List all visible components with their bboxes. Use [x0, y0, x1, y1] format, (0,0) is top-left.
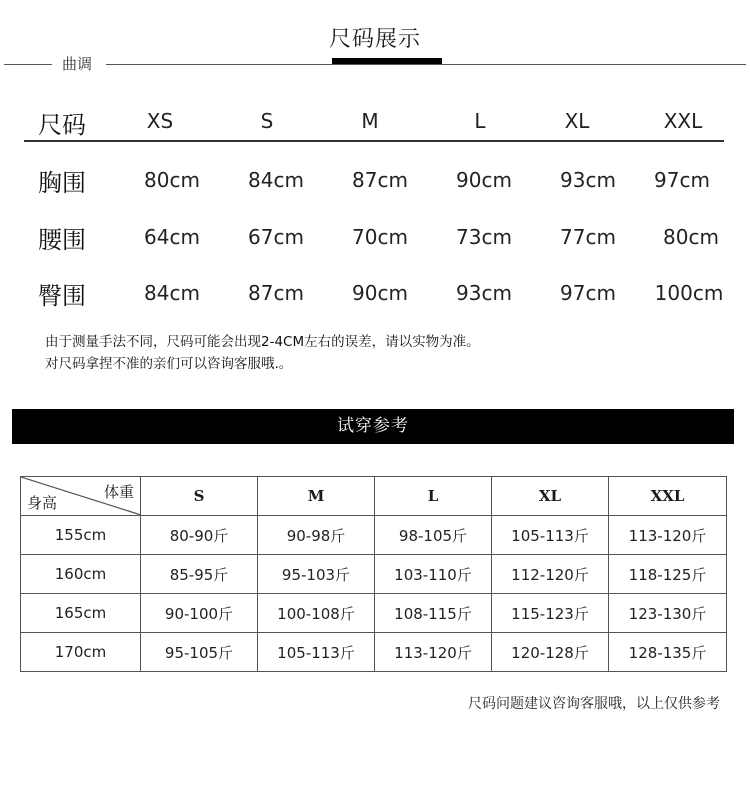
fit-corner-cell — [21, 477, 141, 516]
fit-header-row — [21, 477, 727, 516]
fit-weight-cell: 98-105斤 — [375, 516, 492, 555]
fit-height-cell: 155cm — [21, 516, 141, 555]
size-cell: 87cm — [352, 168, 408, 192]
size-cell: 77cm — [560, 225, 616, 249]
measurement-note: 由于测量手法不同，尺码可能会出现2-4CM左右的误差，请以实物为准。 — [45, 334, 480, 350]
size-col-m: M — [361, 109, 379, 133]
fit-col-xl: XL — [492, 477, 609, 516]
size-row-hip — [0, 276, 750, 334]
fit-weight-cell: 90-98斤 — [258, 516, 375, 555]
size-divider — [24, 140, 724, 142]
service-note: 对尺码拿捏不准的亲们可以咨询客服哦.。 — [45, 356, 293, 372]
fit-height-cell: 165cm — [21, 594, 141, 633]
size-cell: 64cm — [144, 225, 200, 249]
fit-weight-cell: 105-113斤 — [492, 516, 609, 555]
size-cell: 67cm — [248, 225, 304, 249]
fit-weight-cell: 128-135斤 — [609, 633, 727, 672]
fit-weight-cell: 95-103斤 — [258, 555, 375, 594]
size-col-s: S — [260, 109, 274, 133]
fit-col-m: M — [258, 477, 375, 516]
fit-weight-cell: 112-120斤 — [492, 555, 609, 594]
fit-table — [20, 476, 727, 672]
fit-section-title: 试穿参考 — [12, 409, 734, 444]
size-row-label: 臀围 — [38, 282, 86, 310]
fit-col-xxl: XXL — [609, 477, 727, 516]
fit-weight-cell: 103-110斤 — [375, 555, 492, 594]
size-cell: 97cm — [654, 168, 710, 192]
fit-weight-cell: 95-105斤 — [141, 633, 258, 672]
fit-weight-cell: 90-100斤 — [141, 594, 258, 633]
fit-weight-cell: 108-115斤 — [375, 594, 492, 633]
fit-height-cell: 160cm — [21, 555, 141, 594]
size-col-xxl: XXL — [663, 109, 703, 133]
fit-height-cell: 170cm — [21, 633, 141, 672]
fit-weight-cell: 120-128斤 — [492, 633, 609, 672]
size-cell: 87cm — [248, 281, 304, 305]
table-row — [21, 633, 727, 672]
brand-name: 曲调 — [62, 55, 93, 73]
size-cell: 73cm — [456, 225, 512, 249]
size-row-waist — [0, 220, 750, 278]
size-row-label: 胸围 — [38, 169, 86, 197]
fit-col-s: S — [141, 477, 258, 516]
table-row — [21, 516, 727, 555]
corner-height-label: 身高 — [27, 494, 58, 512]
fit-weight-cell: 118-125斤 — [609, 555, 727, 594]
fit-weight-cell: 113-120斤 — [609, 516, 727, 555]
size-header-row — [0, 105, 750, 163]
size-cell: 97cm — [560, 281, 616, 305]
header-rule-left — [4, 64, 52, 65]
fit-weight-cell: 80-90斤 — [141, 516, 258, 555]
size-cell: 84cm — [248, 168, 304, 192]
fit-footnote: 尺码问题建议咨询客服哦，以上仅供参考 — [468, 696, 720, 712]
fit-weight-cell: 105-113斤 — [258, 633, 375, 672]
size-cell: 90cm — [352, 281, 408, 305]
table-row — [21, 594, 727, 633]
fit-weight-cell: 115-123斤 — [492, 594, 609, 633]
size-row-chest — [0, 163, 750, 221]
table-row — [21, 555, 727, 594]
size-col-xs: XS — [146, 109, 174, 133]
size-cell: 84cm — [144, 281, 200, 305]
size-cell: 70cm — [352, 225, 408, 249]
size-cell: 80cm — [144, 168, 200, 192]
size-cell: 93cm — [560, 168, 616, 192]
fit-weight-cell: 85-95斤 — [141, 555, 258, 594]
size-cell: 80cm — [663, 225, 719, 249]
size-cell: 100cm — [654, 281, 724, 305]
fit-weight-cell: 113-120斤 — [375, 633, 492, 672]
size-cell: 90cm — [456, 168, 512, 192]
size-row-label: 腰围 — [38, 226, 86, 254]
size-col-l: L — [474, 109, 486, 133]
page-title: 尺码展示 — [328, 27, 421, 52]
fit-col-l: L — [375, 477, 492, 516]
size-col-xl: XL — [564, 109, 590, 133]
fit-weight-cell: 100-108斤 — [258, 594, 375, 633]
size-label-header: 尺码 — [38, 111, 86, 139]
size-cell: 93cm — [456, 281, 512, 305]
fit-weight-cell: 123-130斤 — [609, 594, 727, 633]
header-rule-right — [106, 64, 746, 65]
corner-weight-label: 体重 — [103, 483, 134, 501]
